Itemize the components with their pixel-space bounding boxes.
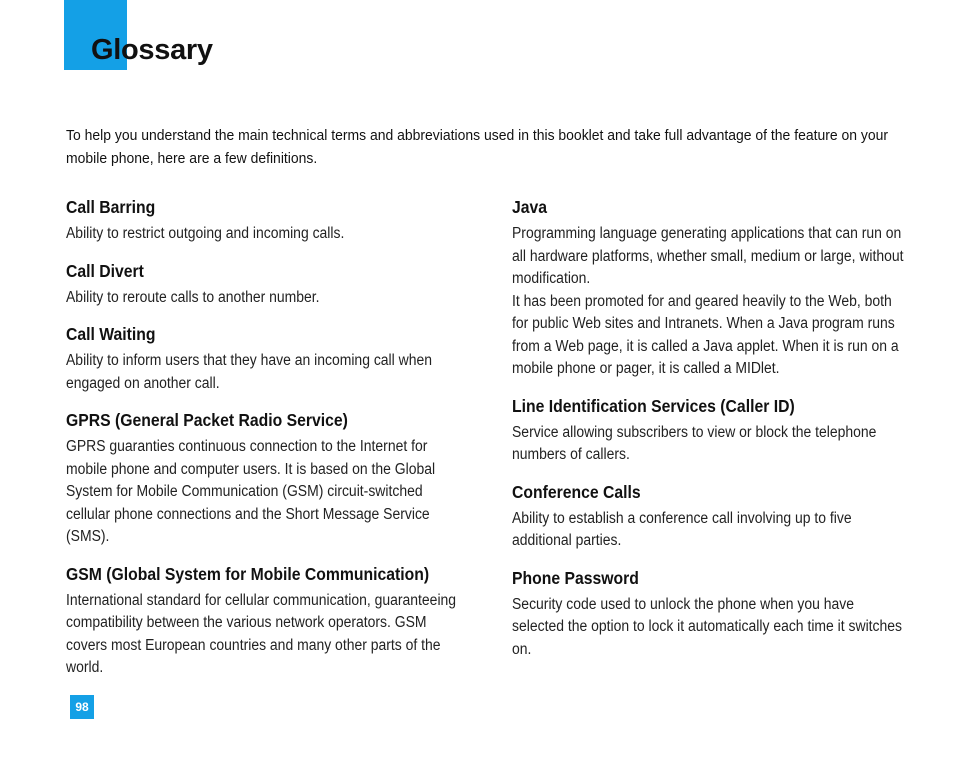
glossary-term: Call Waiting (66, 324, 156, 344)
glossary-definition: Security code used to unlock the phone when you have selected the option to lock it automatically each time it switches on. (512, 595, 903, 658)
glossary-entry-conference-calls (512, 480, 908, 553)
glossary-entry-call-divert (66, 259, 462, 310)
page-number-badge: 98 (70, 695, 94, 719)
glossary-entry-gprs (66, 408, 462, 549)
page-title: Glossary (91, 34, 213, 66)
glossary-term: Call Barring (66, 197, 156, 217)
glossary-term: GPRS (General Packet Radio Service) (66, 410, 348, 430)
glossary-definition: Ability to restrict outgoing and incoming calls. (66, 225, 345, 242)
glossary-definition: Ability to inform users that they have an incoming call when engaged on another call. (66, 352, 432, 392)
glossary-entry-call-waiting (66, 322, 462, 395)
glossary-term: Conference Calls (512, 481, 641, 502)
glossary-entry-gsm (66, 562, 462, 680)
glossary-entry-java (512, 195, 908, 381)
glossary-term: Call Divert (66, 260, 144, 281)
glossary-left-column (66, 195, 486, 680)
glossary-definition: Ability to reroute calls to another number. (66, 288, 320, 306)
glossary-entry-caller-id (512, 394, 908, 467)
glossary-term: Phone Password (512, 567, 639, 588)
glossary-term: Java (512, 197, 548, 217)
intro-paragraph: To help you understand the main technical terms and abbreviations used in this booklet and take full advantage of the feature on your mobile phone, here are a few definitions. (66, 127, 889, 167)
glossary-definition: Programming language generating applications that can run on all hardware platforms, whether small, medium or large, without modification. It has been promoted for and geared heavily to the Web, both for public Web sites and Intranets. When a Java program runs from a Web page, it is called a Java applet. When it is run on a mobile phone or pager, it is called a MIDlet. (512, 225, 904, 377)
glossary-right-column (512, 195, 932, 661)
glossary-definition: International standard for cellular communication, guaranteeing compatibility between the various network operators. GSM covers most European countries and many other parts of the world. (66, 591, 457, 676)
glossary-term: GSM (Global System for Mobile Communication) (66, 563, 430, 584)
glossary-definition: Service allowing subscribers to view or block the telephone numbers of callers. (512, 423, 877, 463)
glossary-definition: GPRS guaranties continuous connection to the Internet for mobile phone and computer users. It is based on the Global System for Mobile Communication (GSM) circuit-switched cellular phone connections and the Short Message Service (SMS). (66, 438, 436, 545)
glossary-definition: Ability to establish a conference call involving up to five additional parties. (512, 509, 852, 549)
glossary-term: Line Identification Services (Caller ID) (512, 395, 795, 416)
glossary-entry-call-barring (66, 195, 462, 246)
glossary-entry-phone-password (512, 566, 908, 662)
